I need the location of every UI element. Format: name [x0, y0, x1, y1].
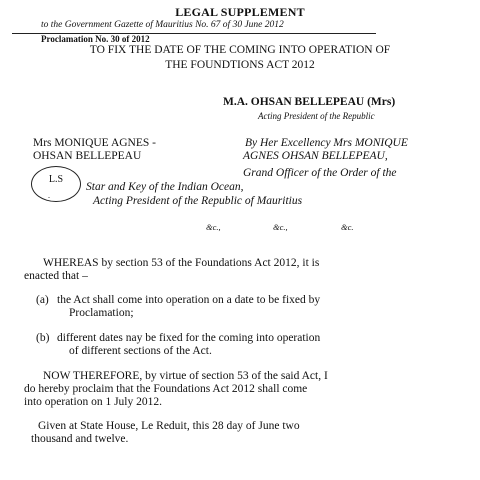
- supplement-title: LEGAL SUPPLEMENT: [175, 5, 305, 19]
- style-line-5: Acting President of the Republic of Mauritius: [93, 195, 303, 207]
- proclamation-title-line-1: TO FIX THE DATE OF THE COMING INTO OPERATION OF: [89, 44, 391, 56]
- item-a-line-1: the Act shall come into operation on a date to be fixed by: [57, 294, 321, 306]
- gazette-reference: to the Government Gazette of Mauritius No. 67 of 30 June 2012: [41, 20, 284, 30]
- therefore-line-2: do hereby proclaim that the Foundations Act 2012 shall come: [24, 383, 308, 395]
- signatory-name: M.A. OHSAN BELLEPEAU (Mrs): [223, 96, 396, 108]
- etc-2: &c.,: [273, 222, 288, 232]
- seal-text: L.S: [48, 174, 64, 185]
- given-line-1: Given at State House, Le Reduit, this 28 day of June two: [38, 420, 300, 432]
- seal-stamp: [31, 166, 81, 202]
- style-line-1: By Her Excellency Mrs MONIQUE: [245, 137, 408, 149]
- style-line-2: AGNES OHSAN BELLEPEAU,: [243, 150, 388, 162]
- therefore-line-1: NOW THEREFORE, by virtue of section 53 of the said Act, I: [43, 370, 328, 382]
- etc-1: &c.,: [206, 222, 221, 232]
- item-b-line-1: different dates nay be fixed for the coming into operation: [57, 332, 321, 344]
- left-name-line-2: OHSAN BELLEPEAU: [33, 150, 142, 162]
- therefore-line-3: into operation on 1 July 2012.: [24, 396, 162, 408]
- signatory-title: Acting President of the Republic: [258, 111, 375, 121]
- item-a-line-2: Proclamation;: [69, 307, 134, 319]
- given-line-2: thousand and twelve.: [31, 433, 129, 445]
- item-b-marker: (b): [36, 332, 50, 344]
- proclamation-title-line-2: THE FOUNDTIONS ACT 2012: [165, 59, 315, 71]
- left-name-line-1: Mrs MONIQUE AGNES -: [33, 137, 156, 149]
- etc-3: &c.: [341, 222, 354, 232]
- style-line-4: Star and Key of the Indian Ocean,: [86, 181, 244, 193]
- seal-dot: .: [48, 191, 50, 200]
- whereas-line-1: WHEREAS by section 53 of the Foundations Act 2012, it is: [43, 257, 320, 269]
- style-line-3: Grand Officer of the Order of the: [243, 167, 397, 179]
- item-a-marker: (a): [36, 294, 49, 306]
- whereas-line-2: enacted that –: [24, 270, 88, 282]
- proclamation-number: Proclamation No. 30 of 2012: [41, 34, 150, 44]
- item-b-line-2: of different sections of the Act.: [69, 345, 212, 357]
